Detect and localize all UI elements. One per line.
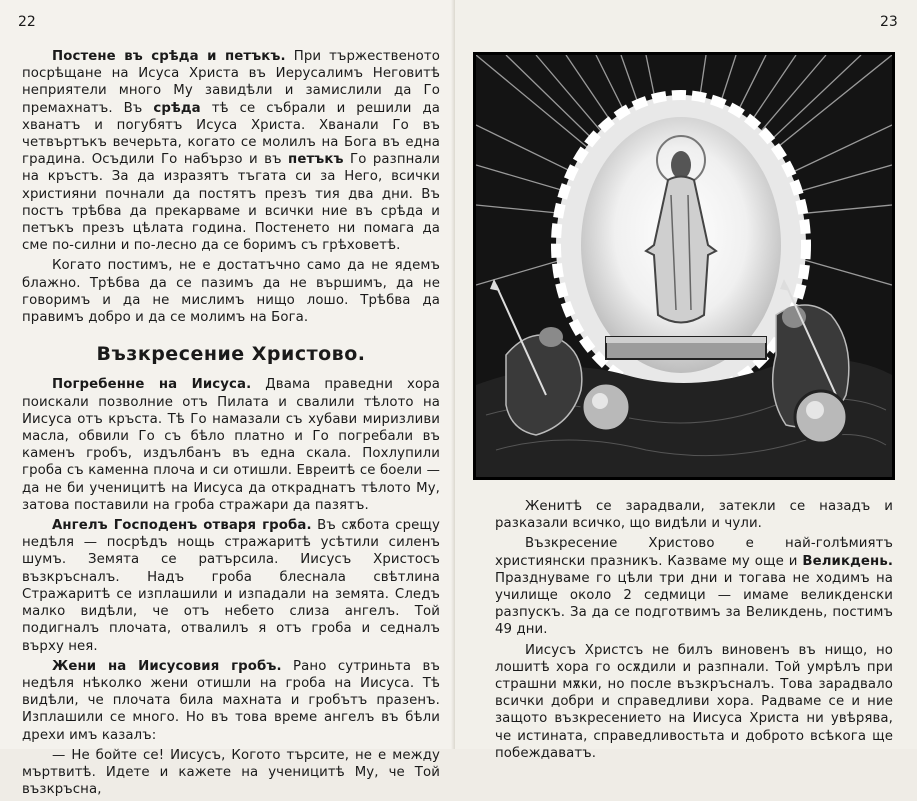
bold-lead: Погребенне на Иисуса. — [52, 377, 252, 393]
text-span: Въ сѫбота срещу недѣля — посрѣдъ нощь стражаритѣ усѣтили силенъ шумъ. Земята се ратърсила. Иисусъ Христосъ възкръсналъ. Надъ гроба блеснала свѣтлина Стражаритѣ се изплашили и изпадали на земята. Следъ малко видѣли, че отъ небето слиза ангелъ. Той подигналъ плочата, отвалилъ я отъ гроба и седналъ върху нея. — [22, 518, 440, 654]
paragraph-easter — [495, 535, 893, 638]
bold-word: петъкъ — [288, 152, 344, 168]
resurrection-illustration — [473, 52, 895, 480]
bold-lead: Постене въ срѣда и петъкъ. — [52, 49, 286, 64]
text-span: При тържественото посрѣщане на Исуса Христа въ Иерусалимъ Неговитѣ неприятели много Му завидѣли и замислили да Го премахнатъ. Въ — [22, 49, 440, 116]
resurrection-drawing — [476, 55, 892, 477]
text-span: Го разпнали на кръстъ. За да изразятъ тъгата си за Него, всички християни почнали да постятъ презъ тия два дни. Въ постъ трѣбва да прекарваме и всички ние въ срѣда и петъкъ презъ цѣлата година. Постенето ни помага да сме по-силни и по-лесно да се боримъ съ грѣховетѣ. — [22, 152, 440, 254]
page-number-left: 22 — [18, 14, 36, 30]
paragraph-women-rejoice: Женитѣ се зарадвали, затекли се назадъ и разказали всичко, що видѣли и чули. — [495, 499, 893, 532]
right-page — [455, 0, 917, 761]
paragraph-angel-speech: — Не бойте се! Иисусъ, Когото търсите, не е между мъртвитѣ. Идете и кажете на ученицитѣ Му, че Той възкръсна, — [22, 747, 440, 798]
text-span: Двама праведни хора поискали позволние отъ Пилата и свалили тѣлото на Иисуса отъ кръста. Тѣ Го намазали съ хубави миризливи масла, обвили Го съ бѣло платно и Го погребали въ каменъ гробъ, издълбанъ въ една скала. Похлупили гроба съ каменна плоча и си отишли. Евреитѣ се боели — да не би ученицитѣ на Иисуса да откраднатъ тѣлото Му, затова поставили на гроба стражари да пазятъ. — [22, 377, 440, 513]
text-span: Възкресение Христово е най-голѣмиятъ християнски празникъ. Казваме му още и — [495, 536, 893, 569]
head — [671, 151, 691, 179]
text-span: Рано сутриньта въ недѣля нѣколко жени отишли на гроба на Иисуса. Тѣ видѣли, че плочата била махната и гробътъ празенъ. Изплашили се много. Но въ това време ангелъ въ бѣли дрехи имъ казалъ: — [22, 658, 440, 743]
bold-lead: Жени на Иисусовия гробъ. — [52, 658, 282, 674]
right-shield — [795, 391, 847, 443]
paragraph-conclusion: Иисусъ Христсъ не билъ виновенъ въ нищо, но лошитѣ хора го осѫдили и разпнали. Той умрѣлъ при страшни мѫки, но после възкръсналъ. Това зарадвало всички добри и справедливи хора. Радваме се и ние защото възкресението на Иисуса Христа ни увѣрява, че истината, справедливостьта и доброто всѣкога ще побеждаватъ. — [495, 642, 893, 761]
right-text-column — [495, 498, 893, 765]
paragraph-burial — [22, 376, 440, 514]
paragraph-angel — [22, 517, 440, 655]
bold-word: срѣда — [153, 100, 201, 116]
page-number-right: 23 — [880, 14, 898, 30]
text-span: тѣ се събрали и решили да хванатъ и погубятъ Исуса Христа. Хванали Го въ четвъртъкъ вечерьта, когато се молилъ на Бога въ една градина. Осъдили Го набързо и въ — [22, 100, 440, 168]
section-heading: Възкресение Христово. — [96, 343, 366, 366]
bold-word: Великдень. — [802, 553, 893, 569]
paragraph-fasting — [22, 48, 440, 254]
left-page — [0, 0, 455, 798]
paragraph-fasting-2: Когато постимъ, не е достатъчно само да не ядемъ блажно. Трѣбва да се пазимъ да не вършимъ, да не говоримъ и да не мислимъ нищо лошо. Трѣбва да правимъ добро и да се молимъ на Бога. — [22, 258, 440, 326]
paragraph-women — [22, 658, 440, 744]
left-text-column — [22, 48, 440, 801]
bold-lead: Ангелъ Господенъ отваря гроба. — [52, 518, 312, 534]
text-span: Празднуваме го цѣли три дни и тогава не ходимъ на училище около 2 седмици — имаме великденски разпускъ. За да се подготвимъ за Великдень, постимъ 49 дни. — [495, 570, 893, 638]
left-shield — [582, 383, 630, 431]
